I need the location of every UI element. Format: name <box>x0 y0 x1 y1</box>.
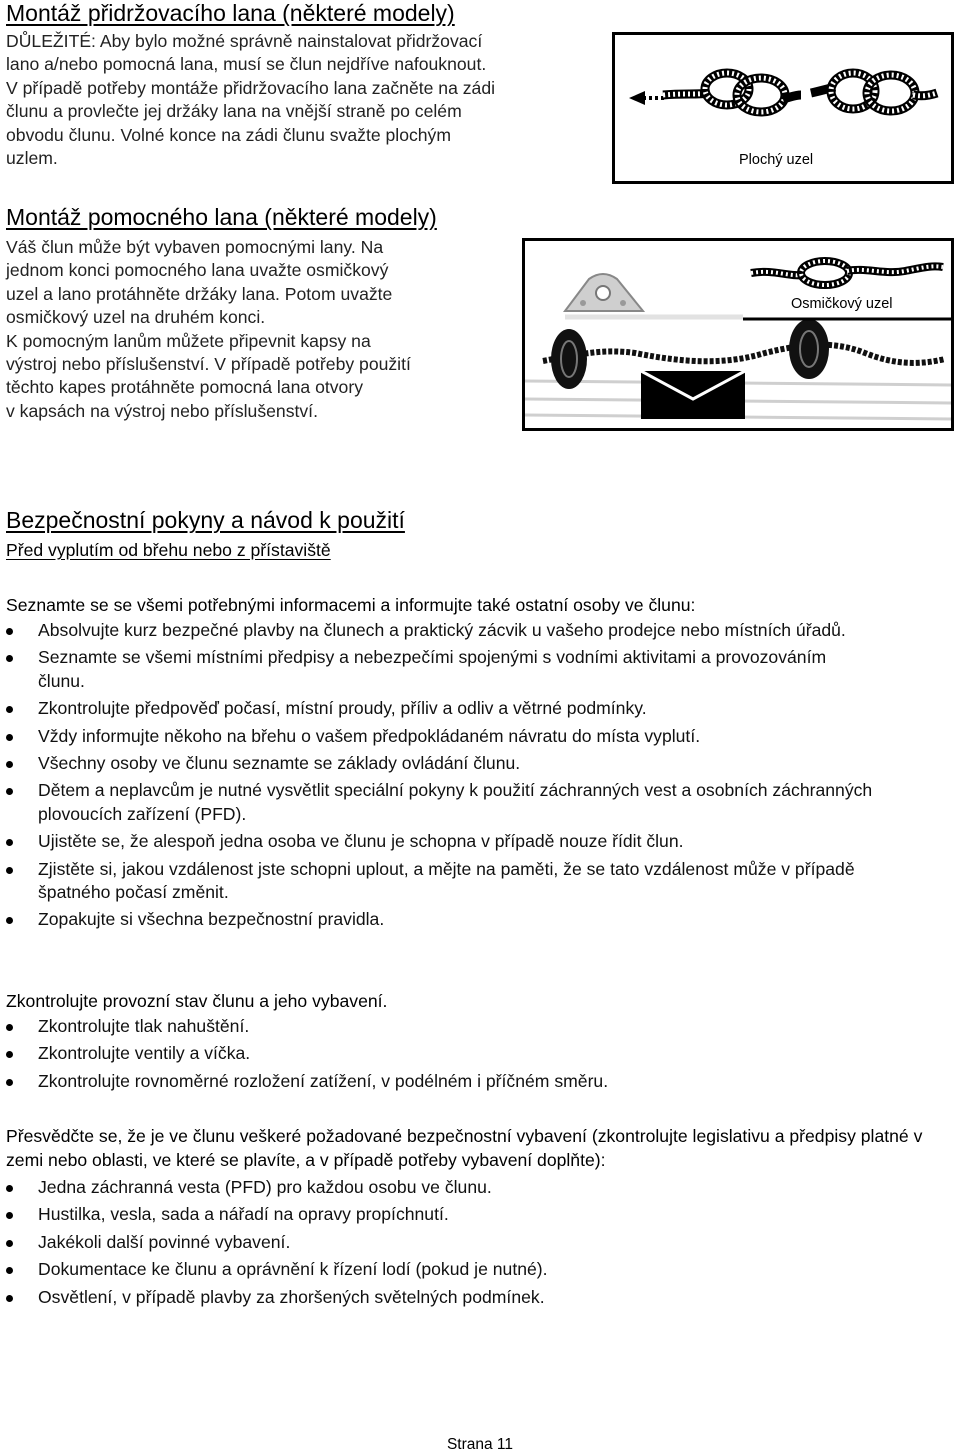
figure-eight-caption: Osmičkový uzel <box>791 296 893 312</box>
list-item: Zkontrolujte rovnoměrné rozložení zatížení, v podélném i příčném směru. <box>0 1070 960 1093</box>
text-line: Váš člun může být vybaven pomocnými lany. Na <box>6 237 384 257</box>
list-item: Jedna záchranná vesta (PFD) pro každou osobu ve člunu. <box>0 1176 960 1199</box>
list-item: Osvětlení, v případě plavby za zhoršených světelných podmínek. <box>0 1286 960 1309</box>
text-line: V případě potřeby montáže přidržovacího lana začněte na zádi <box>6 77 496 98</box>
text-line: člunu a provlečte jej držáky lana na vnější straně po celém <box>6 101 462 122</box>
auxiliary-rope-text <box>6 236 516 423</box>
group1-list <box>0 619 960 936</box>
text-line: jednom konci pomocného lana uvažte osmičkový <box>6 260 389 281</box>
list-item: Zjistěte si, jakou vzdálenost jste schopni uplout, a mějte na paměti, že se tato vzdálenost může v případě špatného počasí změnit. <box>0 858 960 905</box>
group3-heading: Přesvědčte se, že je ve člunu veškeré požadované bezpečnostní vybavení (zkontrolujte legislativu a předpisy platné v zemi nebo oblasti, ve které se plavíte, a v případě potřeby vybavení doplňte): <box>6 1126 923 1170</box>
text-line: uzel a lano protáhněte držáky lana. Potom uvažte <box>6 283 393 304</box>
list-item: Hustilka, vesla, sada a nářadí na opravy propíchnutí. <box>0 1203 960 1226</box>
text-line: DŮLEŽITÉ: Aby bylo možné správně nainstalovat přidržovací <box>6 31 483 51</box>
group1-heading: Seznamte se se všemi potřebnými informacemi a informujte také ostatní osoby ve člunu: <box>6 595 696 615</box>
auxiliary-rope-title: Montáž pomocného lana (některé modely) <box>6 204 437 230</box>
list-item: Ujistěte se, že alespoň jedna osoba ve člunu je schopna v případě nouze řídit člun. <box>0 830 960 853</box>
group2-list <box>0 1015 960 1097</box>
text-line: výstroj nebo příslušenství. V případě potřeby použití <box>6 354 411 375</box>
list-item: Všechny osoby ve člunu seznamte se základy ovládání člunu. <box>0 752 960 775</box>
safety-subtitle: Před vyplutím od břehu nebo z přístaviště <box>6 540 331 560</box>
group2-heading: Zkontrolujte provozní stav člunu a jeho vybavení. <box>6 991 388 1011</box>
text-line: těchto kapes protáhněte pomocná lana otvory <box>6 377 363 398</box>
figure-eight-figure <box>522 238 954 431</box>
list-item: Absolvujte kurz bezpečné plavby na člunech a praktický zácvik u vašeho prodejce nebo místních úřadů. <box>0 619 960 642</box>
list-item: Dětem a neplavcům je nutné vysvětlit speciální pokyny k použití záchranných vest a osobních záchranných plovoucích zařízení (PFD). <box>0 779 960 826</box>
list-item: Vždy informujte někoho na břehu o vašem předpokládaném návratu do místa vyplutí. <box>0 725 960 748</box>
page-number: Strana 11 <box>446 1436 514 1453</box>
flat-knot-caption: Plochý uzel <box>739 152 814 168</box>
text-line: uzlem. <box>6 148 58 169</box>
retaining-rope-text <box>6 30 606 170</box>
list-item: Zkontrolujte ventily a víčka. <box>0 1042 960 1065</box>
text-line: v kapsách na výstroj nebo příslušenství. <box>6 400 318 421</box>
list-item: Jakékoli další povinné vybavení. <box>0 1231 960 1254</box>
list-item: Zkontrolujte tlak nahuštění. <box>0 1015 960 1038</box>
safety-title: Bezpečnostní pokyny a návod k použití <box>6 507 405 533</box>
list-item: Zkontrolujte předpověď počasí, místní proudy, příliv a odliv a větrné podmínky. <box>0 697 960 720</box>
list-item: Dokumentace ke člunu a oprávnění k řízení lodí (pokud je nutné). <box>0 1258 960 1281</box>
text-line: K pomocným lanům můžete připevnit kapsy na <box>6 330 371 351</box>
text-line: osmičkový uzel na druhém konci. <box>6 307 266 328</box>
group3-list <box>0 1176 960 1313</box>
list-item: Zopakujte si všechna bezpečnostní pravidla. <box>0 908 960 931</box>
text-line: lano a/nebo pomocná lana, musí se člun nejdříve nafouknout. <box>6 54 487 75</box>
list-item: Seznamte se všemi místními předpisy a nebezpečími spojenými s vodními aktivitami a provozováním člunu. <box>0 646 960 693</box>
rope-holder-illustration <box>525 241 951 428</box>
flat-knot-figure <box>612 32 954 184</box>
text-line: obvodu člunu. Volné konce na zádi člunu svažte plochým <box>6 124 452 145</box>
retaining-rope-title: Montáž přidržovacího lana (některé modely) <box>6 0 455 26</box>
